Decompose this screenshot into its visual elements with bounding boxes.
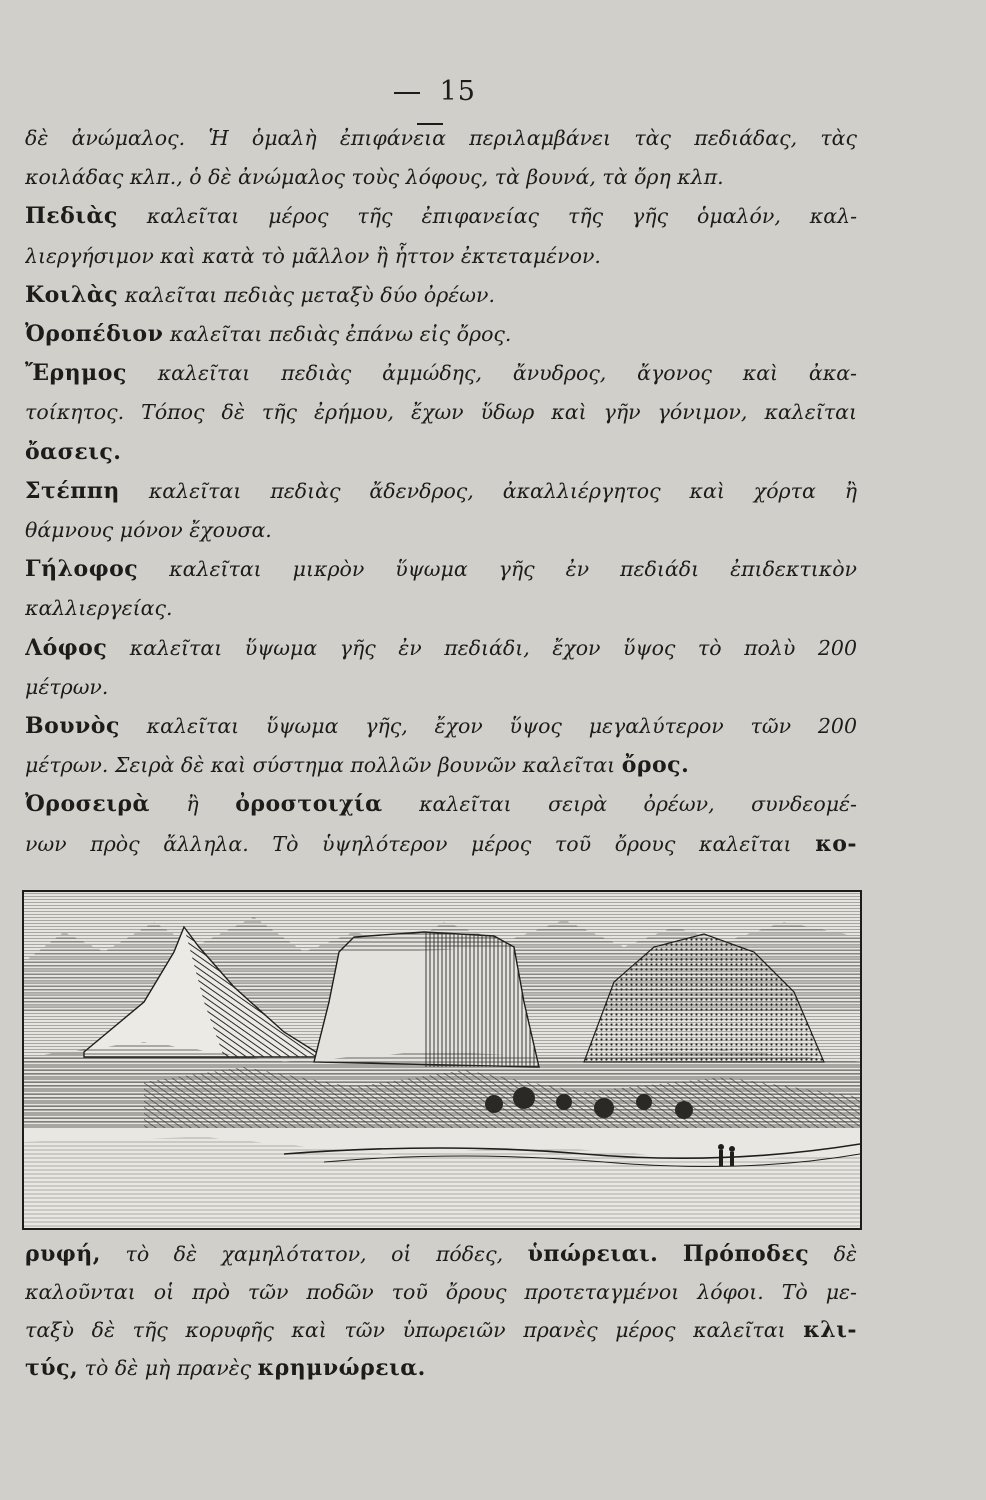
text-run: τὸ δὲ χαμηλότατον, οἱ πόδες, xyxy=(100,1242,528,1266)
text-run: καλεῖται πεδιὰς μεταξὺ δύο ὀρέων. xyxy=(118,282,496,307)
text-run: τοίκητος. Τόπος δὲ τῆς ἐρήμου, ἔχων ὕδωρ καὶ γῆν γόνιμον, καλεῖται xyxy=(25,400,857,425)
text-run: ταξὺ δὲ τῆς κορυφῆς καὶ τῶν ὑπωρειῶν πρανὲς μέρος καλεῖται xyxy=(25,1318,804,1342)
text-line xyxy=(25,630,857,666)
text-line xyxy=(25,277,857,313)
text-run: κοιλάδας κλπ., ὁ δὲ ἀνώμαλος τοὺς λόφους, τὰ βουνά, τὰ ὄρη κλπ. xyxy=(25,165,724,190)
text-run: καλεῖται μικρὸν ὕψωμα γῆς ἐν πεδιάδι ἐπιδεκτικὸν xyxy=(138,557,857,582)
defined-term: ὀροστοιχία xyxy=(235,791,383,818)
text-line xyxy=(25,434,857,470)
defined-term: Ὀροπέδιον xyxy=(25,321,164,347)
text-run: ἢ xyxy=(149,792,236,817)
text-run: καλεῖται πεδιὰς ἀμμώδης, ἄνυδρος, ἄγονος καὶ ἀκα- xyxy=(126,361,857,386)
text-run: καλλιεργείας. xyxy=(25,596,173,621)
defined-term: Ἔρημος xyxy=(25,360,127,387)
defined-term: τύς, xyxy=(25,1355,79,1381)
text-run: καλεῖται πεδιὰς ἐπάνω εἰς ὄρος. xyxy=(163,322,512,346)
text-run: θάμνους μόνον ἔχουσα. xyxy=(25,518,272,542)
defined-term: Πρόποδες xyxy=(682,1241,810,1267)
text-line xyxy=(25,316,857,352)
text-line xyxy=(25,708,857,744)
text-line xyxy=(25,551,857,587)
text-line xyxy=(25,394,857,430)
text-line xyxy=(25,1236,857,1272)
defined-term: ρυφή, xyxy=(25,1241,101,1267)
defined-term: ὄρος. xyxy=(621,752,690,779)
defined-term: Ὀροσειρὰ xyxy=(25,791,150,818)
text-run: τὸ δὲ μὴ πρανὲς xyxy=(78,1356,258,1380)
text-line xyxy=(25,120,857,156)
text-line xyxy=(25,1274,857,1310)
text-run: μέτρων. xyxy=(25,674,109,699)
defined-term: Κοιλὰς xyxy=(25,281,119,308)
text-run: καλεῖται πεδιὰς ἄδενδρος, ἀκαλλιέργητος καὶ χόρτα ἢ xyxy=(119,478,857,503)
text-run: καλεῖται σειρὰ ὀρέων, συνδεομέ- xyxy=(382,792,857,817)
text-line xyxy=(25,473,857,509)
text-run: καλοῦνται οἱ πρὸ τῶν ποδῶν τοῦ ὄρους προτεταγμένοι λόφοι. Τὸ με- xyxy=(25,1280,857,1304)
text-line xyxy=(25,1350,857,1386)
defined-term: Γήλοφος xyxy=(25,556,139,583)
text-line xyxy=(25,747,857,783)
text-run: μέτρων. Σειρὰ δὲ καὶ σύστημα πολλῶν βουνῶν καλεῖται xyxy=(25,753,622,778)
text-run xyxy=(658,1242,683,1266)
text-line xyxy=(25,590,857,626)
landscape-illustration xyxy=(22,890,862,1230)
text-line xyxy=(25,159,857,195)
text-line xyxy=(25,786,857,822)
defined-term: κο- xyxy=(815,830,857,857)
defined-term: Βουνὸς xyxy=(25,713,120,739)
defined-term: ὑπώρειαι. xyxy=(527,1241,659,1267)
page-number-text: 15 xyxy=(439,76,476,107)
text-run: δὲ xyxy=(809,1242,857,1266)
defined-term: ὄασεις. xyxy=(25,438,122,465)
text-run: δὲ ἀνώμαλος. Ἡ ὁμαλὴ ἐπιφάνεια περιλαμβάνει τὰς πεδιάδας, τὰς xyxy=(25,126,857,150)
text-line xyxy=(25,198,857,234)
defined-term: Στέππη xyxy=(25,477,120,504)
engraving-landforms xyxy=(24,892,860,1228)
text-run: καλεῖται ὕψωμα γῆς, ἔχον ὕψος μεγαλύτερον τῶν 200 xyxy=(119,714,857,738)
defined-term: κρημνώρεια. xyxy=(257,1355,426,1381)
text-run: νων πρὸς ἄλληλα. Τὸ ὑψηλότερον μέρος τοῦ ὄρους καλεῖται xyxy=(25,831,816,856)
text-line xyxy=(25,355,857,391)
defined-term: Λόφος xyxy=(25,634,108,661)
text-run: καλεῖται μέρος τῆς ἐπιφανείας τῆς γῆς ὁμαλόν, καλ- xyxy=(117,204,857,229)
text-run: λιεργήσιμον καὶ κατὰ τὸ μᾶλλον ἢ ἧττον ἐκτεταμένον. xyxy=(25,243,601,268)
text-line xyxy=(25,512,857,548)
text-line xyxy=(25,238,857,274)
text-run: καλεῖται ὕψωμα γῆς ἐν πεδιάδι, ἔχον ὕψος τὸ πολὺ 200 xyxy=(107,635,857,660)
text-line xyxy=(25,1312,857,1348)
text-line xyxy=(25,669,857,705)
defined-term: κλι- xyxy=(803,1317,857,1343)
defined-term: Πεδιὰς xyxy=(25,203,118,230)
text-line xyxy=(25,826,857,862)
